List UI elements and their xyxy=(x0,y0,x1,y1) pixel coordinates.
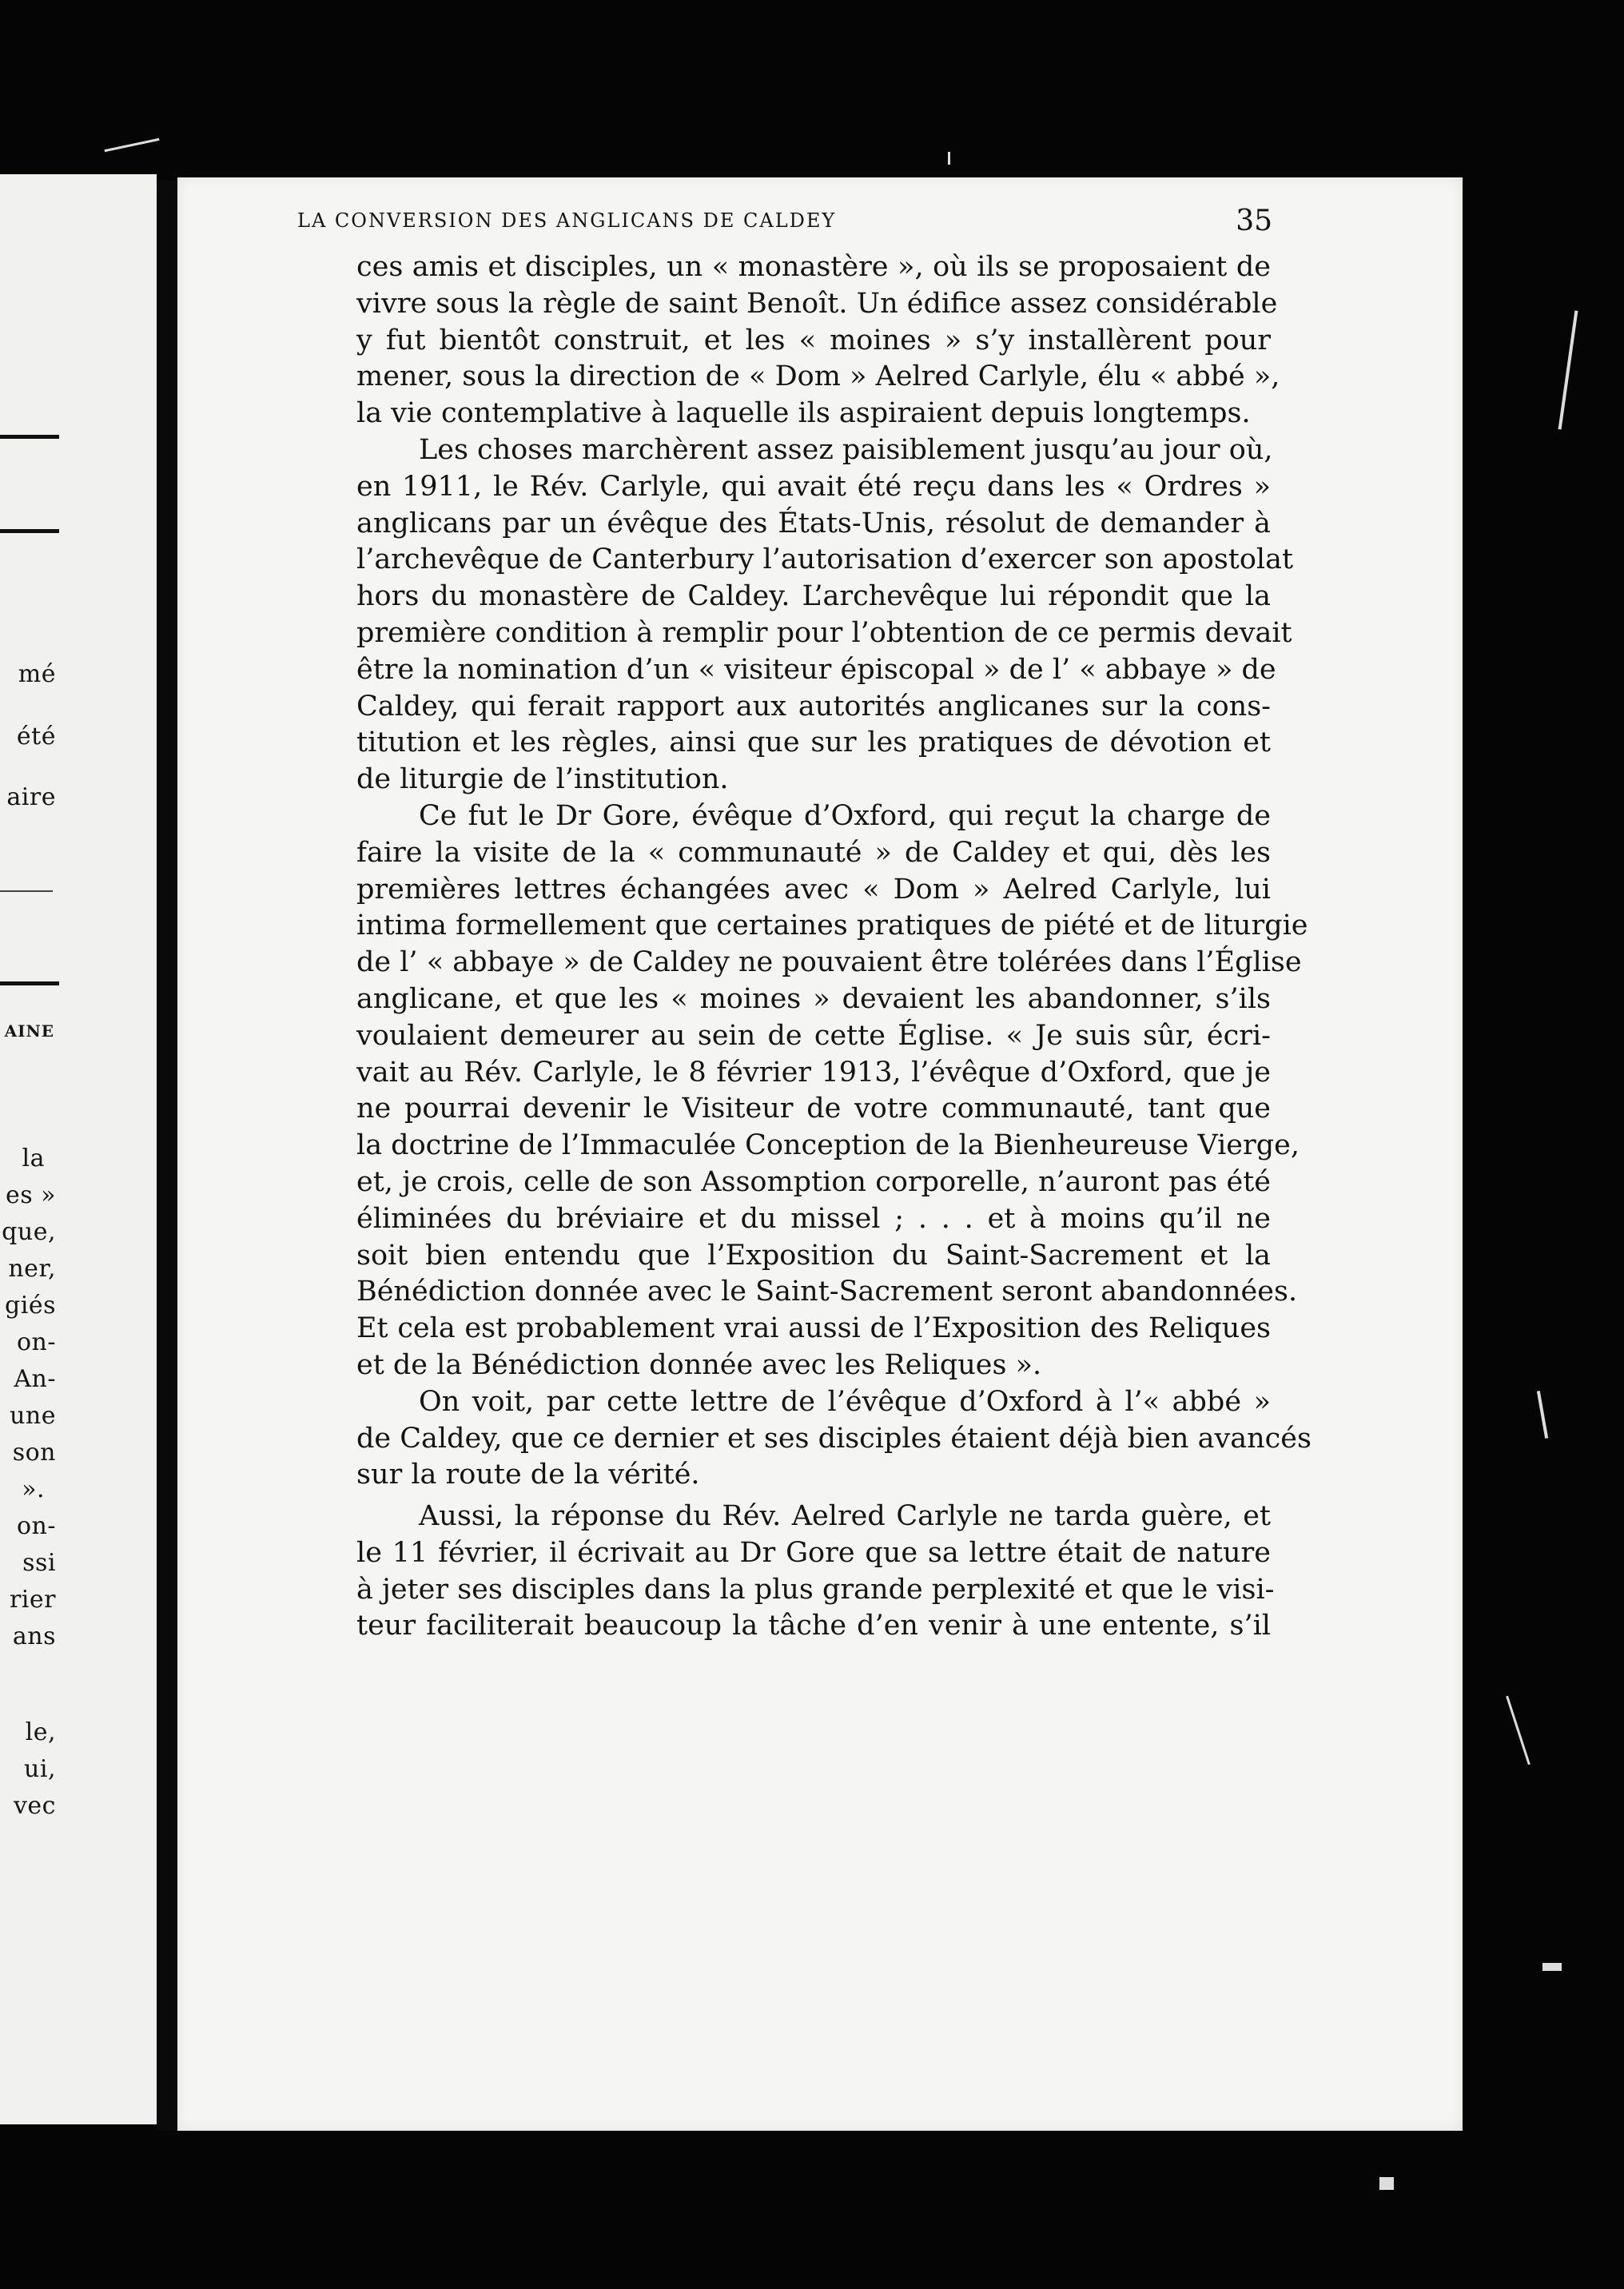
text-line: Aussi, la réponse du Rév. Aelred Carlyle ne tarda guère, et xyxy=(419,1500,1271,1533)
text-line: titution et les règles, ainsi que sur les pratiques de dévotion et xyxy=(356,727,1271,759)
text-fragment: on- xyxy=(16,1512,56,1540)
text-line: faire la visite de la « communauté » de Caldey et qui, dès les xyxy=(356,836,1271,869)
scan-speck xyxy=(1542,1963,1562,1971)
text-fragment: AINE xyxy=(4,1021,54,1041)
text-line: éliminées du bréviaire et du missel ; . . . et à moins qu’il ne xyxy=(356,1202,1271,1235)
text-fragment: on- xyxy=(16,1328,56,1356)
scan-speck xyxy=(1379,2177,1394,2190)
text-line: la doctrine de l’Immaculée Conception de la Bienheureuse Vierge, xyxy=(356,1129,1300,1162)
text-line: Bénédiction donnée avec le Saint-Sacrement seront abandonnées. xyxy=(356,1276,1298,1308)
text-line: vivre sous la règle de saint Benoît. Un édifice assez considérable xyxy=(356,287,1278,320)
text-line: ne pourrai devenir le Visiteur de votre communauté, tant que xyxy=(356,1093,1271,1125)
text-line: de l’ « abbaye » de Caldey ne pouvaient être tolérées dans l’Église xyxy=(356,946,1302,979)
text-line: ces amis et disciples, un « monastère », où ils se proposaient de xyxy=(356,251,1271,283)
text-line: hors du monastère de Caldey. L’archevêque lui répondit que la xyxy=(356,580,1271,613)
text-line: Ce fut le Dr Gore, évêque d’Oxford, qui reçut la charge de xyxy=(419,799,1271,832)
text-fragment: été xyxy=(16,723,56,750)
text-line: mener, sous la direction de « Dom » Aelred Carlyle, élu « abbé », xyxy=(356,360,1280,393)
scan-speck xyxy=(1537,1391,1548,1439)
text-fragment: aire xyxy=(6,783,56,811)
text-line: On voit, par cette lettre de l’évêque d’Oxford à l’« abbé » xyxy=(419,1385,1271,1418)
text-fragment: le, xyxy=(25,1718,56,1746)
text-fragment: ner, xyxy=(8,1255,56,1283)
text-fragment: que, xyxy=(2,1218,56,1246)
scan-speck xyxy=(1558,310,1578,429)
text-fragment: la xyxy=(22,1144,45,1172)
text-line: soit bien entendu que l’Exposition du Saint-Sacrement et la xyxy=(356,1239,1271,1272)
text-line: teur faciliterait beaucoup la tâche d’en venir à une entente, s’il xyxy=(356,1610,1271,1642)
text-line: Et cela est probablement vrai aussi de l’Exposition des Reliques xyxy=(356,1312,1271,1345)
text-line: la vie contemplative à laquelle ils aspiraient depuis longtemps. xyxy=(356,397,1251,430)
page-rule xyxy=(0,890,53,892)
text-line: le 11 février, il écrivait au Dr Gore que sa lettre était de nature xyxy=(356,1536,1271,1569)
text-fragment: giés xyxy=(5,1292,56,1320)
text-line: sur la route de la vérité. xyxy=(356,1459,700,1491)
text-fragment: ». xyxy=(22,1475,45,1503)
text-line: premières lettres échangées avec « Dom » Aelred Carlyle, lui xyxy=(356,873,1271,906)
text-fragment: ssi xyxy=(22,1549,56,1577)
text-fragment: mé xyxy=(18,660,56,688)
text-line: Caldey, qui ferait rapport aux autorités anglicanes sur la cons- xyxy=(356,690,1271,723)
text-fragment: es » xyxy=(5,1181,56,1209)
page-rule xyxy=(0,981,59,985)
scan-speck xyxy=(1506,1696,1530,1766)
running-title: LA CONVERSION DES ANGLICANS DE CALDEY xyxy=(297,209,837,232)
text-line: Les choses marchèrent assez paisiblement jusqu’au jour où, xyxy=(419,433,1273,466)
scan-speck xyxy=(104,138,159,152)
page-rule xyxy=(0,529,59,533)
body-text xyxy=(356,249,1312,1645)
facing-page-fragment xyxy=(0,174,157,2124)
text-line: et, je crois, celle de son Assomption corporelle, n’auront pas été xyxy=(356,1165,1271,1198)
text-line: et de la Bénédiction donnée avec les Reliques ». xyxy=(356,1348,1042,1381)
text-line: être la nomination d’un « visiteur épiscopal » de l’ « abbaye » de xyxy=(356,653,1276,686)
book-gutter xyxy=(157,181,177,2131)
text-fragment: son xyxy=(12,1439,56,1467)
text-fragment: ui, xyxy=(24,1755,56,1783)
text-line: y fut bientôt construit, et les « moines » s’y installèrent pour xyxy=(356,324,1271,356)
text-line: de Caldey, que ce dernier et ses disciples étaient déjà bien avancés xyxy=(356,1422,1312,1455)
text-line: à jeter ses disciples dans la plus grande perplexité et que le visi- xyxy=(356,1573,1275,1606)
scan-speck xyxy=(948,152,950,165)
page-rule xyxy=(0,435,59,439)
running-head xyxy=(297,205,1272,241)
page-number: 35 xyxy=(1236,205,1272,237)
text-line: première condition à remplir pour l’obtention de ce permis devait xyxy=(356,616,1292,649)
text-line: voulaient demeurer au sein de cette Église. « Je suis sûr, écri- xyxy=(356,1019,1271,1052)
text-line: anglicans par un évêque des États-Unis, résolut de demander à xyxy=(356,507,1271,539)
text-line: l’archevêque de Canterbury l’autorisation d’exercer son apostolat xyxy=(356,543,1294,576)
text-fragment: ans xyxy=(12,1622,56,1650)
text-line: vait au Rév. Carlyle, le 8 février 1913, l’évêque d’Oxford, que je xyxy=(356,1056,1271,1089)
text-line: anglicane, et que les « moines » devaient les abandonner, s’ils xyxy=(356,982,1271,1015)
text-fragment: vec xyxy=(13,1792,56,1820)
text-fragment: An- xyxy=(14,1365,56,1393)
text-line: de liturgie de l’institution. xyxy=(356,763,729,796)
text-line: en 1911, le Rév. Carlyle, qui avait été reçu dans les « Ordres » xyxy=(356,470,1271,503)
text-fragment: rier xyxy=(9,1586,56,1614)
text-fragment: une xyxy=(10,1402,56,1430)
text-line: intima formellement que certaines pratiques de piété et de liturgie xyxy=(356,910,1308,942)
